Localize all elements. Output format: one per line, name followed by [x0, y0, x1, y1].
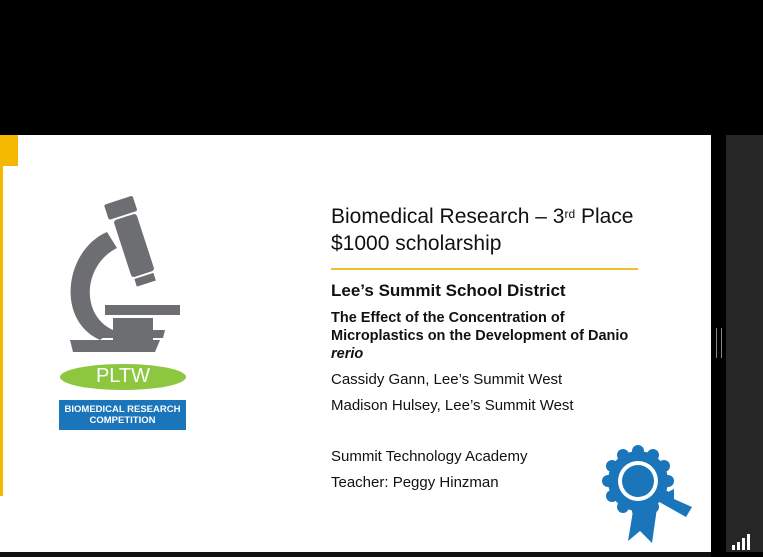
pltw-logo — [55, 190, 195, 440]
district-name: Lee’s Summit School District — [331, 281, 566, 300]
signal-strength-icon — [731, 534, 751, 550]
title-line1-prefix: Biomedical Research – 3 — [331, 205, 565, 228]
title-ordinal-suffix: rd — [564, 207, 576, 221]
bottom-strip — [0, 552, 711, 557]
project-title-italic: rerio — [331, 346, 364, 362]
student-1: Cassidy Gann, Lee’s Summit West — [331, 371, 563, 388]
pltw-oval-text: PLTW — [95, 365, 151, 387]
student-2: Madison Hulsey, Lee’s Summit West — [331, 397, 574, 414]
gold-divider — [331, 268, 638, 270]
slide-title — [331, 203, 634, 257]
banner-line1: BIOMEDICAL RESEARCH — [64, 404, 181, 415]
award-ribbon-icon — [600, 445, 700, 545]
title-line2: $1000 scholarship — [331, 232, 502, 255]
project-title-main: The Effect of the Concentration of Microplastics on the Development of Danio — [331, 310, 629, 344]
gold-accent-tab — [0, 135, 18, 166]
teacher-name: Teacher: Peggy Hinzman — [331, 474, 499, 491]
academy-name: Summit Technology Academy — [331, 448, 528, 465]
side-panel — [726, 135, 763, 552]
competition-banner — [59, 400, 186, 430]
project-title — [331, 309, 651, 363]
title-line1-suffix: Place — [575, 205, 634, 228]
banner-line2: COMPETITION — [89, 415, 156, 426]
gold-accent-line — [0, 166, 3, 496]
panel-resize-handle[interactable] — [716, 328, 722, 358]
